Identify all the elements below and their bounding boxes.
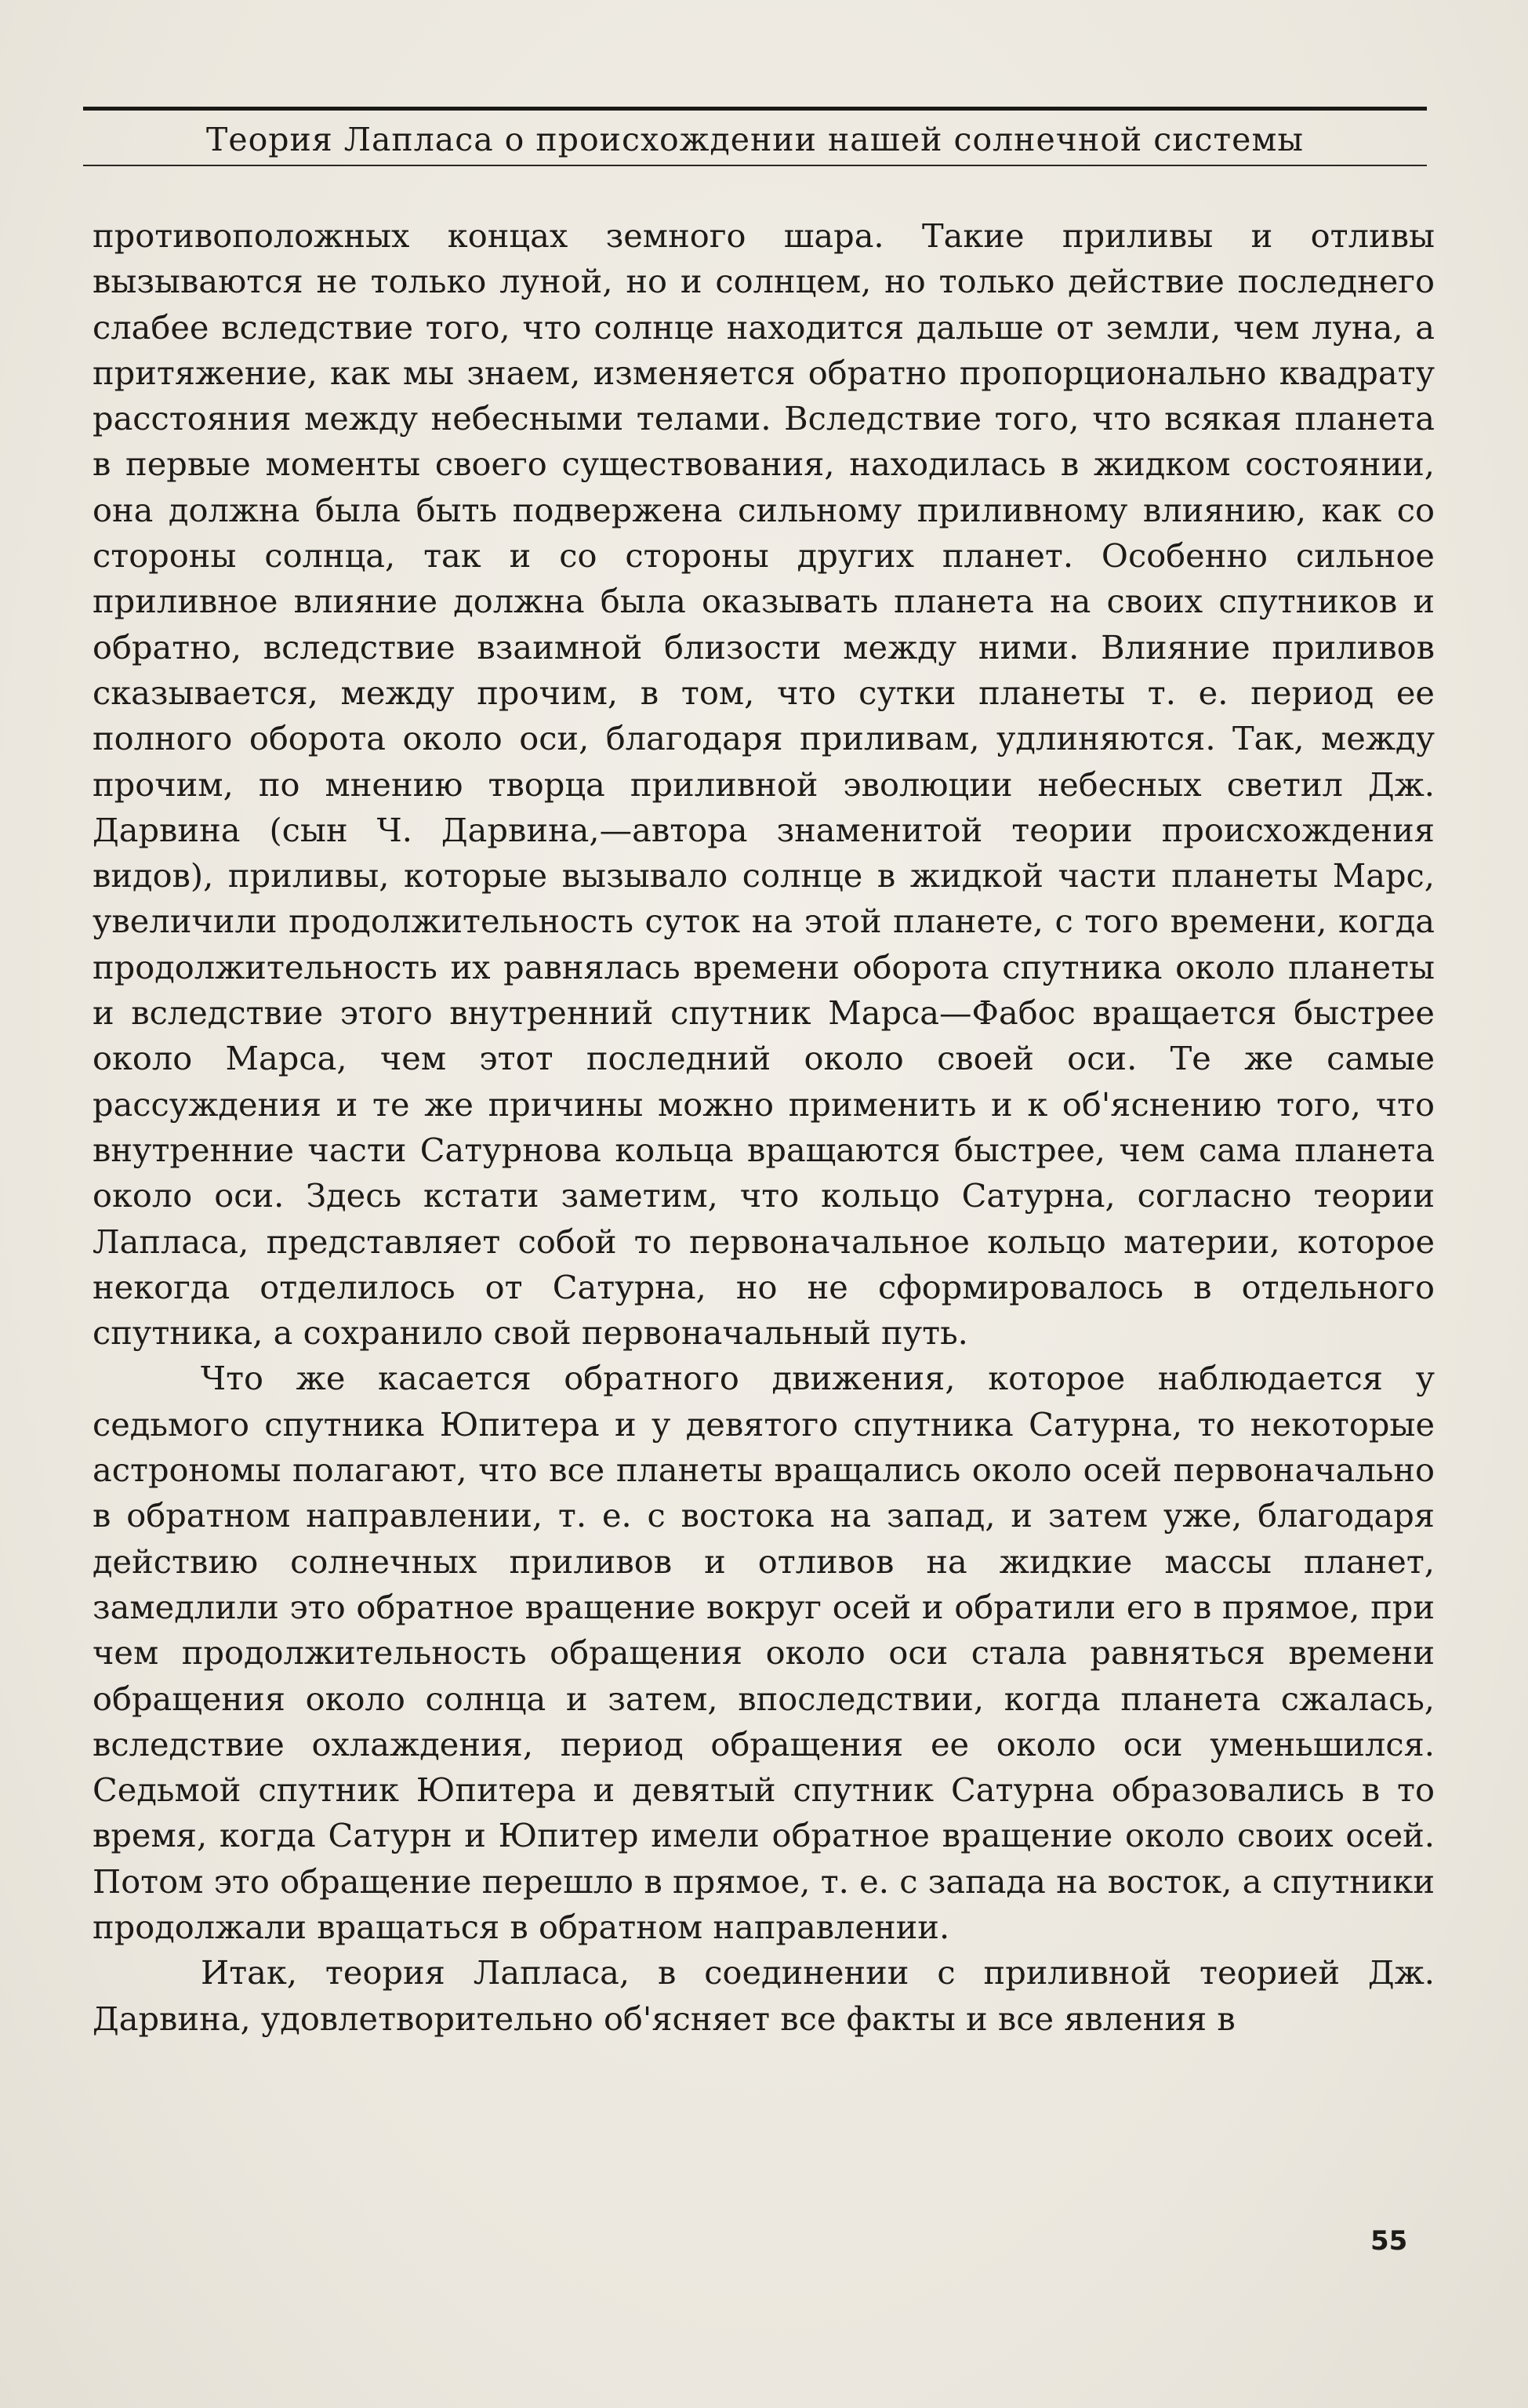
page-number: 55 (1370, 2225, 1408, 2257)
paragraph-2: Что же касается обратного движения, которое наблюдается у седьмого спутника Юпитера и у девятого спутника Сатурна, то некоторые астрономы полагают, что все планеты вращались около осей первоначально в обратном направлении, т. е. с востока на запад, и затем уже, благодаря действию солнечных приливов и отливов на жидкие массы планет, замедлили это обратное вращение вокруг осей и обратили его в прямое, при чем продолжительность обращения около оси стала равняться времени обращения около солнца и затем, впоследствии, когда планета сжалась, вследствие охлаждения, период обращения ее около оси уменьшился. Седьмой спутник Юпитера и девятый спутник Сатурна образовались в то время, когда Сатурн и Юпитер имели обратное вращение около своих осей. Потом это обращение перешло в прямое, т. е. с запада на восток, а спутники продолжали вращаться в обратном направлении. (93, 1359, 1435, 1946)
header-rule-bottom (83, 165, 1427, 166)
header-rule-top (83, 107, 1427, 111)
paragraph-1: противоположных концах земного шара. Такие приливы и отливы вызываются не только луной, но и солнцем, но только действие последнего слабее вследствие того, что солнце находится дальше от земли, чем луна, а притяжение, как мы знаем, изменяется обратно пропорционально квадрату расстояния между небесными телами. Вследствие того, что всякая планета в первые моменты своего существования, находилась в жидком состоянии, она должна была быть подвержена сильному приливному влиянию, как со стороны солнца, так и со стороны других планет. Особенно сильное приливное влияние должна была оказывать планета на своих спутников и обратно, вследствие взаимной близости между ними. Влияние приливов сказывается, между прочим, в том, что сутки планеты т. е. период ее полного оборота около оси, благодаря приливам, удлиняются. Так, между прочим, по мнению творца приливной эволюции небесных светил Дж. Дарвина (сын Ч. Дарвина,—автора знаменитой теории происхождения видов), приливы, которые вызывало солнце в жидкой части планеты Марс, увеличили продолжительность суток на этой планете, с того времени, когда продолжительность их равнялась времени оборота спутника около планеты и вследствие этого внутренний спутник Марса—Фабос вращается быстрее около Марса, чем этот последний около своей оси. Те же самые рассуждения и те же причины можно применить и к об'яснению того, что внутренние части Сатурнова кольца вращаются быстрее, чем сама планета около оси. Здесь кстати заметим, что кольцо Сатурна, согласно теории Лапласа, представляет собой то первоначальное кольцо материи, которое некогда отделилось от Сатурна, но не сформировалось в отдельного спутника, а сохранило свой первоначальный путь. (93, 216, 1435, 1353)
running-head-title: Теория Лапласа о происхождении нашей солнечной системы (206, 121, 1304, 158)
paragraph-3: Итак, теория Лапласа, в соединении с приливной теорией Дж. Дарвина, удовлетворительно об'ясняет все факты и все явления в (93, 1953, 1435, 2038)
running-header (83, 100, 1427, 176)
body-text (93, 213, 1435, 2042)
